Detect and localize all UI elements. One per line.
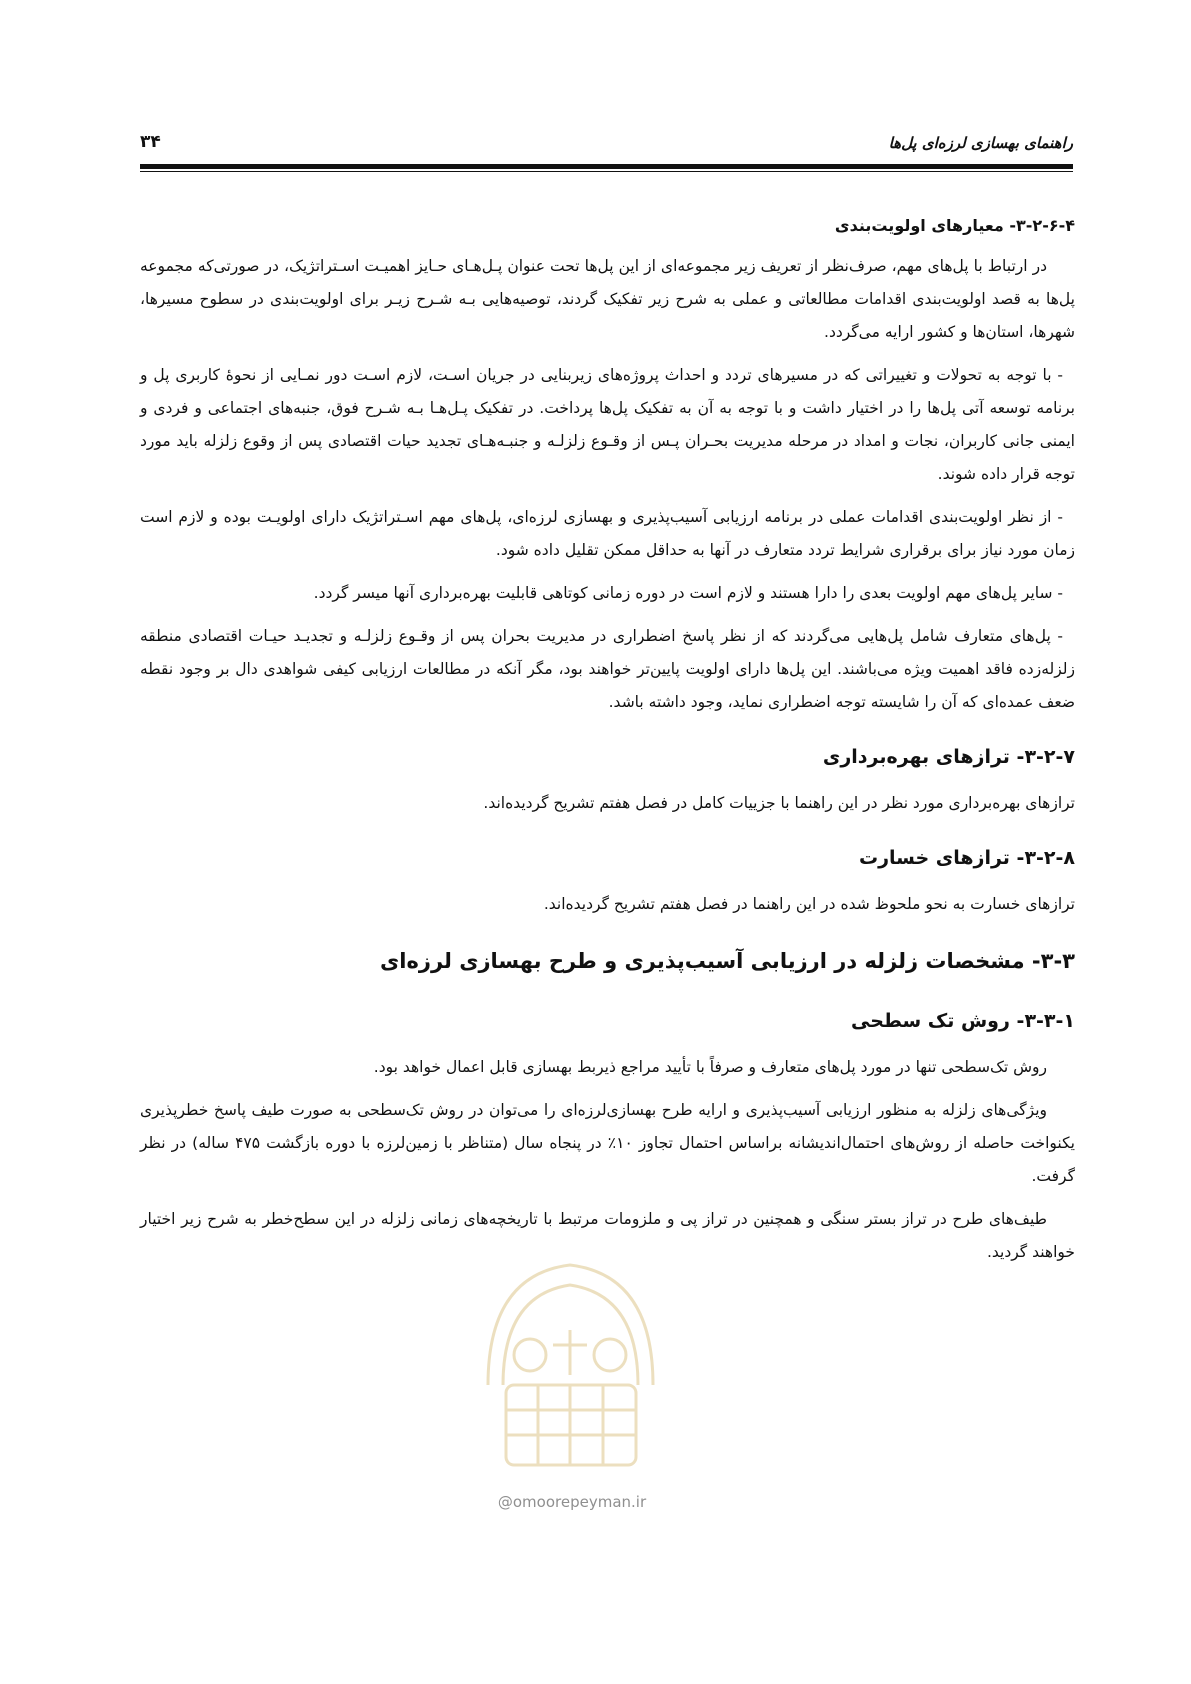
section-heading-prioritization: ۳-۲-۶-۴- معیارهای اولویت‌بندی — [834, 216, 1075, 235]
section-heading-single-level-method: ۳-۳-۱- روش تک سطحی — [851, 1010, 1075, 1032]
running-title: راهنمای بهسازی لرزه‌ای پل‌ها — [888, 134, 1073, 152]
bullet-item-3: - سایر پل‌های مهم اولویت بعدی را دارا هستند و لازم است در دوره زمانی کوتاهی قابلیت بهره‌برداری آنها میسر گردد. — [313, 584, 1063, 602]
paragraph-single-level-1: روش تک‌سطحی تنها در مورد پل‌های متعارف و صرفاً با تأیید مراجع ذیربط بهسازی قابل اعمال خواهد بود. — [373, 1058, 1047, 1076]
paragraph-intro: در ارتباط با پل‌های مهم، صرف‌نظر از تعریف زیر مجموعه‌ای از این پل‌ها تحت عنوان پـل‌هـای حـایز اهمیـت اسـتراتژیک، در صورتی‌که مجموعه پل‌ها به قصد اولویت‌بندی اقدامات مطالعاتی و عملی به شرح زیر تفکیک گردند، توصیه‌هایی بـه شـرح زیـر برای اولویت‌بندی در سطوح مسیرها، شهرها، استان‌ها و کشور ارایه می‌گردد. — [140, 257, 1075, 341]
page-number: ۳۴ — [140, 132, 161, 152]
bullet-item-1: - با توجه به تحولات و تغییراتی که در مسیرهای تردد و احداث پروژه‌های زیربنایی در جریان اسـت، لازم اسـت دور نمـایی از نحوهٔ کاربری پل و برنامه توسعه آتی پل‌ها را در اختیار داشت و با توجه به آن به تفکیک پل‌ها پرداخت. در تفکیک پـل‌هـا بـه شـرح فوق، جنبه‌های اجتماعی و فردی و ایمنی جانی کاربران، نجات و امداد در مرحله مدیریت بحـران پـس از وقـوع زلزلـه و جنبـه‌هـای تجدید حیات اقتصادی پس از وقوع زلزله باید مورد توجه قرار داده شوند. — [140, 366, 1075, 483]
running-header — [140, 118, 1073, 152]
paragraph-service-levels: ترازهای بهره‌برداری مورد نظر در این راهنما با جزییات کامل در فصل هفتم تشریح گردیده‌اند. — [483, 794, 1075, 812]
bullet-item-2: - از نظر اولویت‌بندی اقدامات عملی در برنامه ارزیابی آسیب‌پذیری و بهسازی لرزه‌ای، پل‌های مهم اسـتراتژیک دارای اولویـت بوده و لازم است زمان مورد نیاز برای برقراری شرایط تردد متعارف در آنها به حداقل ممکن تقلیل داده شود. — [140, 508, 1075, 559]
header-rule-thin — [140, 171, 1073, 172]
section-heading-damage-levels: ۳-۲-۸- ترازهای خسارت — [859, 847, 1075, 869]
paragraph-single-level-3: طیف‌های طرح در تراز بستر سنگی و همچنین در تراز پی و ملزومات مرتبط با تاریخچه‌های زمانی زلزله در این سطح‌خطر به شرح زیر اختیار خواهند گردید. — [140, 1210, 1075, 1261]
section-heading-earthquake-characteristics: ۳-۳- مشخصات زلزله در ارزیابی آسیب‌پذیری و طرح بهسازی لرزه‌ای — [380, 949, 1075, 973]
header-rule — [140, 164, 1073, 169]
body-content — [140, 210, 1075, 1279]
section-heading-service-levels: ۳-۲-۷- ترازهای بهره‌برداری — [822, 746, 1075, 768]
watermark-url: @omoorepeyman.ir — [497, 1493, 647, 1511]
bullet-item-4: - پل‌های متعارف شامل پل‌هایی می‌گردند که از نظر پاسخ اضطراری در مدیریت بحران پس از وقـوع زلزلـه و تجدیـد حیـات اقتصادی منطقه زلزله‌زده فاقد اهمیت ویژه می‌باشند. این پل‌ها دارای اولویت پایین‌تر خواهند بود، مگر آنکه در مطالعات ارزیابی کیفی شواهدی دال بر وجود نقطه ضعف عمده‌ای که آن را شایسته توجه اضطراری نماید، وجود داشته باشد. — [140, 627, 1075, 711]
paragraph-single-level-2: ویژگی‌های زلزله به منظور ارزیابی آسیب‌پذیری و ارایه طرح بهسازی‌لرزه‌ای را می‌توان در روش تک‌سطحی به صورت طیف پاسخ خطرپذیری یکنواخت حاصله از روش‌های احتمال‌اندیشانه براساس احتمال تجاوز ۱۰٪ در پنجاه سال (متناظر با زمین‌لرزه با دوره بازگشت ۴۷۵ ساله) در نظر گرفت. — [140, 1101, 1075, 1185]
paragraph-damage-levels: ترازهای خسارت به نحو ملحوظ شده در این راهنما در فصل هفتم تشریح گردیده‌اند. — [543, 895, 1075, 913]
